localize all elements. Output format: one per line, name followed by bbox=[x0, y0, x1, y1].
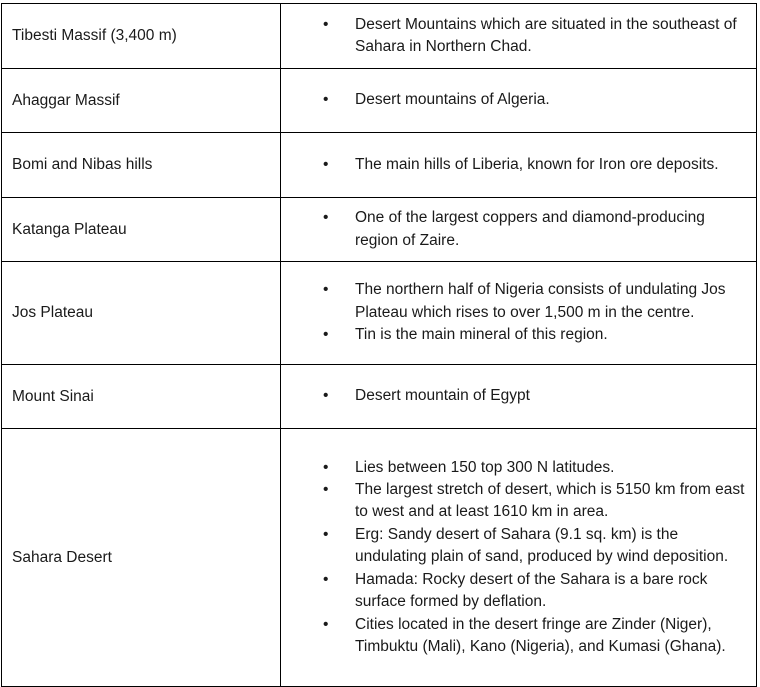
description-bullet: • Desert mountains of Algeria. bbox=[281, 89, 750, 111]
table-row bbox=[2, 69, 757, 133]
feature-name: Ahaggar Massif bbox=[12, 91, 120, 109]
table-row bbox=[2, 198, 757, 262]
feature-name-cell bbox=[2, 365, 281, 429]
feature-name: Mount Sinai bbox=[12, 387, 94, 405]
description-list bbox=[281, 385, 750, 407]
feature-name: Jos Plateau bbox=[12, 304, 93, 321]
description-bullet: • Hamada: Rocky desert of the Sahara is a bare rock surface formed by deflation. bbox=[281, 569, 750, 614]
description-list bbox=[281, 14, 750, 59]
table-row bbox=[2, 133, 757, 198]
feature-name-cell bbox=[2, 429, 281, 687]
description-bullet: • Erg: Sandy desert of Sahara (9.1 sq. km) is the undulating plain of sand, produced by wind deposition. bbox=[281, 524, 750, 569]
description-bullet: • Lies between 150 top 300 N latitudes. bbox=[281, 457, 750, 479]
description-list bbox=[281, 457, 750, 659]
description-bullet: • Desert Mountains which are situated in the southeast of Sahara in Northern Chad. bbox=[281, 14, 750, 59]
feature-name-cell bbox=[2, 198, 281, 262]
feature-description-cell bbox=[281, 365, 757, 429]
description-list bbox=[281, 89, 750, 111]
feature-name: Tibesti Massif (3,400 m) bbox=[12, 27, 177, 44]
feature-description-cell bbox=[281, 69, 757, 133]
feature-name: Katanga Plateau bbox=[12, 220, 127, 238]
geography-table bbox=[1, 3, 757, 687]
description-bullet: • Desert mountain of Egypt bbox=[281, 385, 750, 407]
description-bullet: • The largest stretch of desert, which is 5150 km from east to west and at least 1610 km in area. bbox=[281, 479, 750, 524]
description-list bbox=[281, 207, 750, 252]
table-row bbox=[2, 365, 757, 429]
description-bullet: • The main hills of Liberia, known for Iron ore deposits. bbox=[281, 154, 750, 176]
feature-name-cell bbox=[2, 4, 281, 69]
table-row bbox=[2, 4, 757, 69]
feature-description-cell bbox=[281, 133, 757, 198]
feature-name: Bomi and Nibas hills bbox=[12, 156, 153, 173]
description-bullet: • The northern half of Nigeria consists of undulating Jos Plateau which rises to over 1,500 m in the centre. bbox=[281, 279, 750, 324]
feature-name-cell bbox=[2, 69, 281, 133]
feature-description-cell bbox=[281, 262, 757, 365]
table-row bbox=[2, 429, 757, 687]
feature-description-cell bbox=[281, 4, 757, 69]
feature-name: Sahara Desert bbox=[12, 548, 112, 566]
description-bullet: • One of the largest coppers and diamond-producing region of Zaire. bbox=[281, 207, 750, 252]
description-bullet: • Cities located in the desert fringe are Zinder (Niger), Timbuktu (Mali), Kano (Nigeria), and Kumasi (Ghana). bbox=[281, 614, 750, 659]
feature-name-cell bbox=[2, 262, 281, 365]
description-list bbox=[281, 154, 750, 176]
feature-name-cell bbox=[2, 133, 281, 198]
description-list bbox=[281, 279, 750, 346]
feature-description-cell bbox=[281, 198, 757, 262]
feature-description-cell bbox=[281, 429, 757, 687]
description-bullet: • Tin is the main mineral of this region. bbox=[281, 324, 750, 346]
table-row bbox=[2, 262, 757, 365]
